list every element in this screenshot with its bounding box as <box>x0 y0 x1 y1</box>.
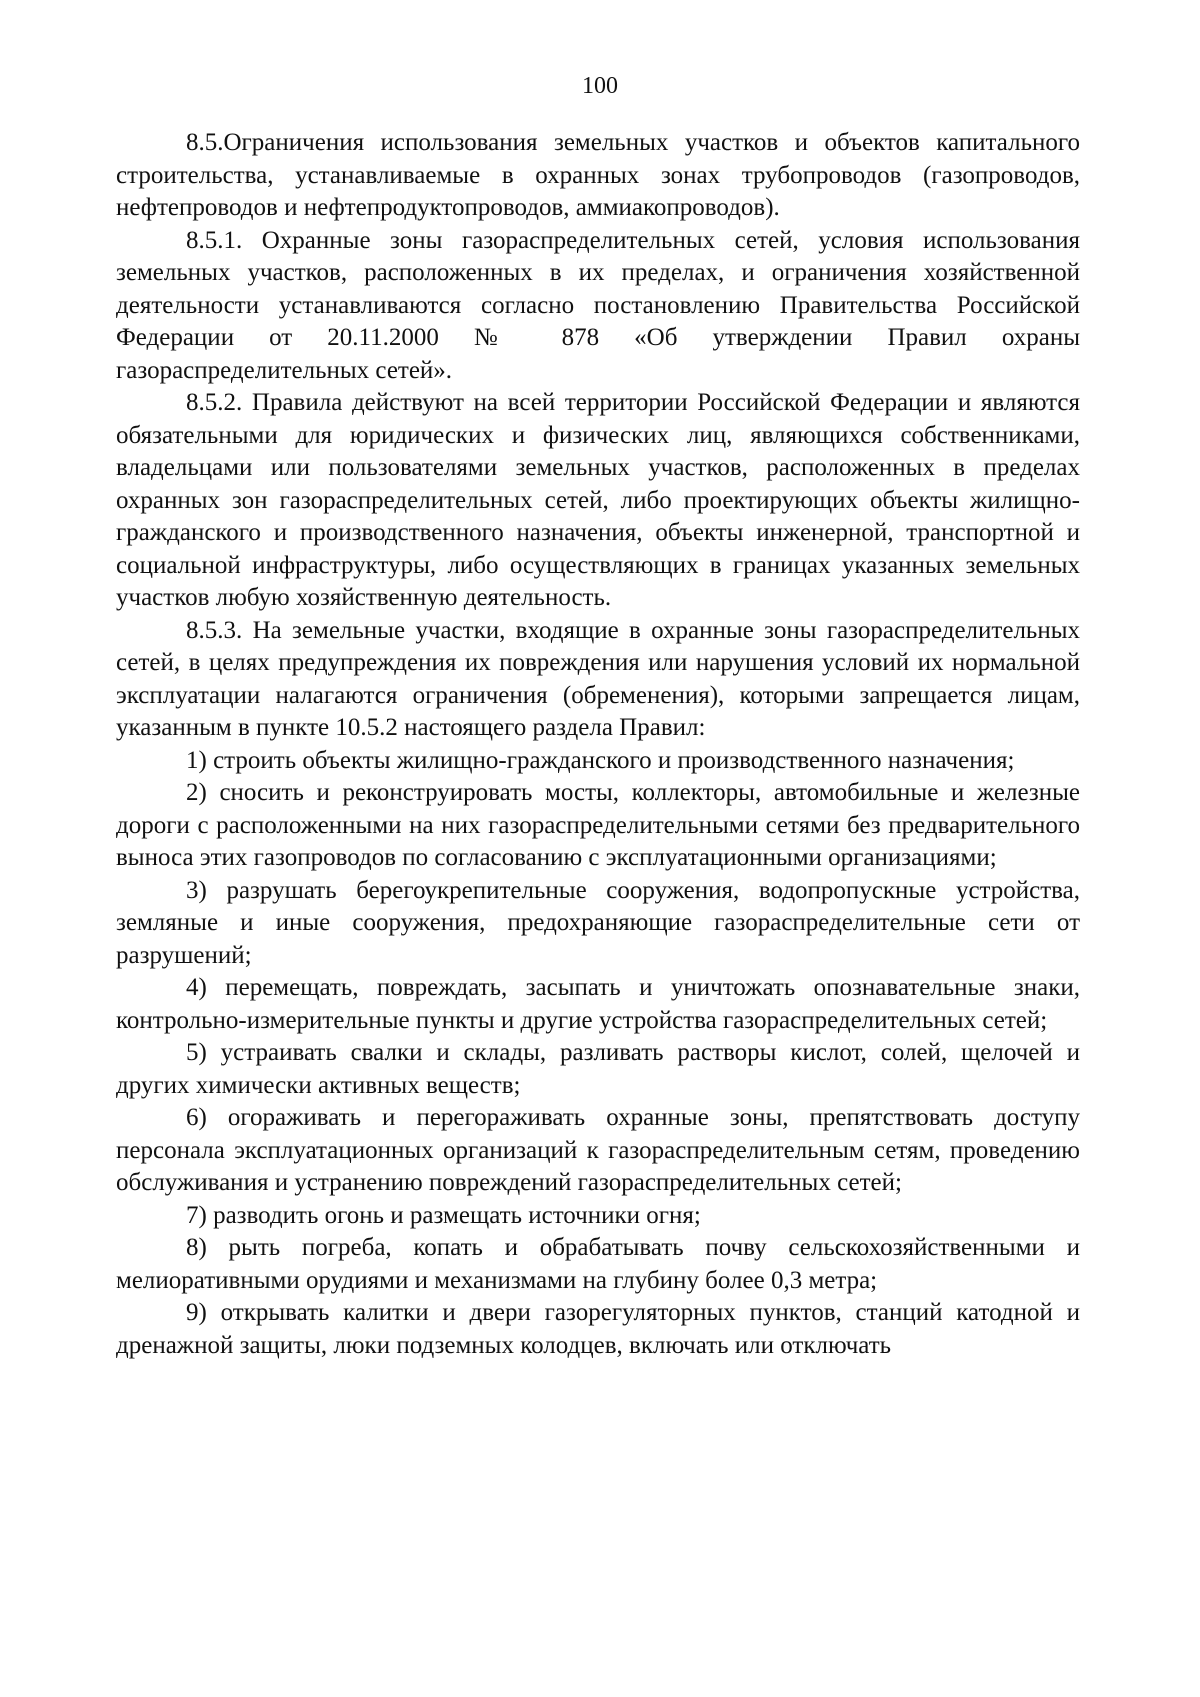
document-body <box>116 127 1080 1362</box>
paragraph-8-5-2: 8.5.2. Правила действуют на всей территории Российской Федерации и являются обязательными для юридических и физических лиц, являющихся собственниками, владельцами или пользователями земельных участков, расположенных в пределах охранных зон газораспределительных сетей, либо проектирующих объекты жилищно-гражданского и производственного назначения, объекты инженерной, транспортной и социальной инфраструктуры, либо осуществляющих в границах указанных земельных участков любую хозяйственную деятельность. <box>116 389 1080 611</box>
list-item-1: 1) строить объекты жилищно-гражданского и производственного назначения; <box>186 746 1015 774</box>
list-item-2: 2) сносить и реконструировать мосты, коллекторы, автомобильные и железные дороги с расположенными на них газораспределительными сетями без предварительного выноса этих газопроводов по согласованию с эксплуатационными организациями; <box>116 779 1080 871</box>
paragraph-8-5-1: 8.5.1. Охранные зоны газораспределительных сетей, условия использования земельных участков, расположенных в их пределах, и ограничения хозяйственной деятельности устанавливаются согласно постановлению Правительства Российской Федерации от 20.11.2000 № 878 «Об утверждении Правил охраны газораспределительных сетей». <box>116 226 1080 384</box>
list-item-7: 7) разводить огонь и размещать источники огня; <box>186 1201 701 1229</box>
list-item-8: 8) рыть погреба, копать и обрабатывать почву сельскохозяйственными и мелиоративными орудиями и механизмами на глубину более 0,3 метра; <box>116 1234 1080 1294</box>
section-8-5-heading: 8.5.Ограничения использования земельных участков и объектов капитального строительства, устанавливаемые в охранных зонах трубопроводов (газопроводов, нефтепроводов и нефтепродуктопроводов, аммиакопроводов). <box>116 129 1080 221</box>
paragraph-8-5-3: 8.5.3. На земельные участки, входящие в охранные зоны газораспределительных сетей, в целях предупреждения их повреждения или нарушения условий их нормальной эксплуатации налагаются ограничения (обременения), которыми запрещается лицам, указанным в пункте 10.5.2 настоящего раздела Правил: <box>116 616 1080 741</box>
list-item-6: 6) огораживать и перегораживать охранные зоны, препятствовать доступу персонала эксплуатационных организаций к газораспределительным сетям, проведению обслуживания и устранению повреждений газораспределительных сетей; <box>116 1104 1080 1196</box>
list-item-5: 5) устраивать свалки и склады, разливать растворы кислот, солей, щелочей и других химически активных веществ; <box>116 1039 1080 1099</box>
list-item-3: 3) разрушать берегоукрепительные сооружения, водопропускные устройства, земляные и иные сооружения, предохраняющие газораспределительные сети от разрушений; <box>116 876 1080 969</box>
page-number: 100 <box>582 73 618 99</box>
list-item-4: 4) перемещать, повреждать, засыпать и уничтожать опознавательные знаки, контрольно-измерительные пункты и другие устройства газораспределительных сетей; <box>116 974 1080 1034</box>
list-item-9: 9) открывать калитки и двери газорегуляторных пунктов, станций катодной и дренажной защиты, люки подземных колодцев, включать или отключать <box>116 1299 1080 1359</box>
